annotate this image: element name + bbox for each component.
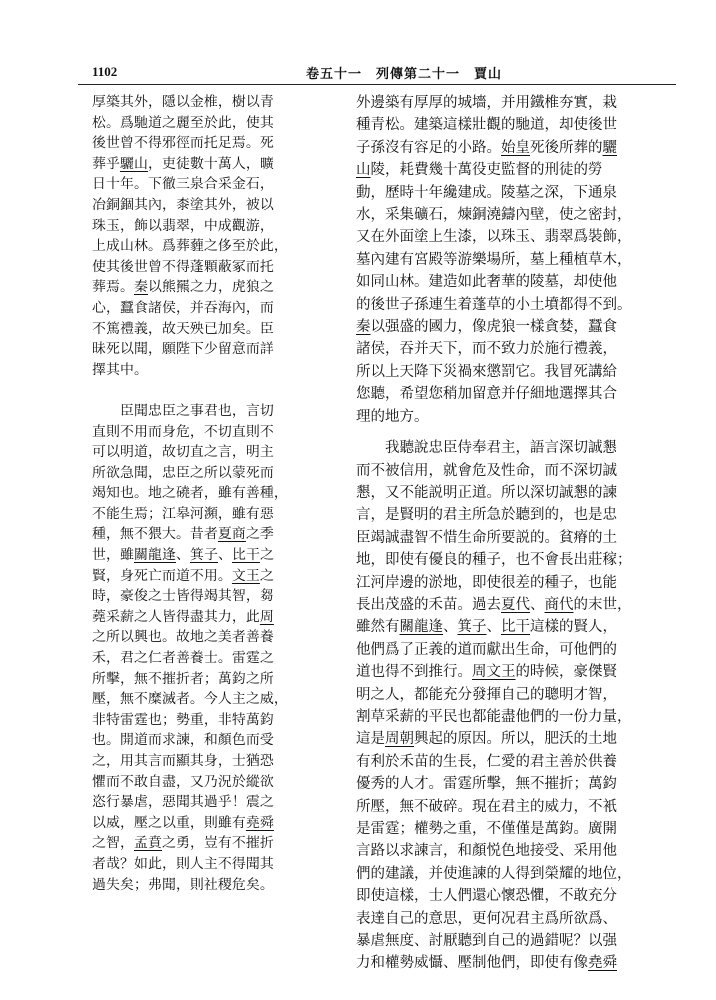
text-line: 也。開道而求諫，和顏色而受 <box>92 732 274 749</box>
text-line: 種青松。建築這樣壯觀的馳道，却使後世 <box>356 117 617 134</box>
text-line: 言，是賢明的君主所急於聽到的，也是忠 <box>356 507 617 524</box>
text-line: 葬焉。秦以熊羆之力，虎狼之 <box>92 279 274 296</box>
text-line: 懇，又不能説明正道。所以深切誠懇的諫 <box>356 484 617 501</box>
paragraph-gap <box>356 428 644 437</box>
proper-name: 始皇 <box>501 139 530 156</box>
text-line: 秦以强盛的國力，像虎狼一樣貪婪，蠶食 <box>356 319 617 336</box>
proper-name: 周 <box>259 608 274 625</box>
text-line: 之智，孟賁之勇，豈有不摧折 <box>92 835 274 852</box>
text-line: 力和權勢威懾、壓制他們，即使有像堯舜 <box>356 955 617 972</box>
proper-name: 驪山 <box>119 155 148 172</box>
text-line: 擇其中。 <box>92 361 148 378</box>
text-line: 暴虐無度、討厭聽到自己的過錯呢？以强 <box>356 933 617 950</box>
text-line: 動，歷時十年纔建成。陵墓之深，下通泉 <box>356 184 617 201</box>
text-line: 不篤禮義，故天殃已加矣。臣 <box>92 320 274 337</box>
text-line: 非特雷霆也；勢重，非特萬鈞 <box>92 711 274 728</box>
text-line: 者哉？如此，則人主不得聞其 <box>92 855 274 872</box>
proper-name: 舜 <box>602 955 617 972</box>
text-line: 以威，壓之以重，則雖有堯舜 <box>92 814 274 831</box>
text-line: 時，豪俊之士皆得竭其智，芻 <box>92 588 274 605</box>
text-line: 山陵，耗費幾十萬役吏監督的刑徒的勞 <box>356 162 603 179</box>
text-line: 墓內建有宮殿等游樂場所，墓上種植草木， <box>356 251 632 268</box>
proper-name: 關龍逢 <box>399 619 443 636</box>
proper-name: 山 <box>356 162 371 179</box>
proper-name: 關龍逢 <box>133 547 176 564</box>
text-line: 所擊，無不摧折者；萬鈞之所 <box>92 670 274 687</box>
text-line: 之，用其言而顯其身，士猶恐 <box>92 753 274 769</box>
proper-name: 文王 <box>231 567 260 584</box>
text-line: 外邊築有厚厚的城墻，并用鐵椎夯實，栽 <box>356 95 617 111</box>
text-line: 珠玉，飾以翡翠，中成觀游， <box>92 217 274 234</box>
text-line <box>92 380 338 401</box>
text-line: 的後世子孫連生着蓬草的小土墳都得不到。 <box>356 296 632 313</box>
text-line: 厚築其外，隱以金椎，樹以青 <box>92 94 274 110</box>
proper-name: 秦 <box>356 319 371 336</box>
text-line: 理的地方。 <box>356 408 429 425</box>
text-line: 雖然有關龍逢、箕子、比干這樣的賢人， <box>356 619 617 636</box>
proper-name: 堯 <box>588 955 603 972</box>
text-line: 所以上天降下災禍來懲罰它。我冒死講給 <box>356 363 617 380</box>
text-line: 禾，君之仁者善養士。雷霆之 <box>92 650 274 667</box>
text-line: 他們爲了正義的道而獻出生命，可他們的 <box>356 641 617 658</box>
proper-name: 箕子 <box>457 619 487 636</box>
translation-column <box>356 92 644 975</box>
text-line: 道也得不到推行。周文王的時候，豪傑賢 <box>356 664 617 681</box>
proper-name: 商 <box>231 526 246 543</box>
text-line: 即使這樣，士人們還心懷恐懼，不敢充分 <box>356 888 617 905</box>
proper-name: 夏代 <box>501 596 530 613</box>
proper-name: 堯 <box>245 814 260 831</box>
text-line: 臣竭誠盡智不惜生命所要説的。貧瘠的土 <box>356 529 617 546</box>
text-line: 昧死以聞，願陛下少留意而詳 <box>92 341 274 358</box>
translation-paragraph-1 <box>356 92 644 428</box>
text-line: 心，蠶食諸侯，并吞海內，而 <box>92 299 274 316</box>
text-line: 使其後世曾不得蓬顆蔽冢而托 <box>92 258 274 275</box>
text-line: 松。爲馳道之麗至於此，使其 <box>92 114 274 131</box>
proper-name: 周文王 <box>472 664 516 681</box>
proper-name: 驪 <box>602 139 617 156</box>
text-line: 們的建議，并使進諫的人得到榮耀的地位， <box>356 865 632 882</box>
text-line: 賢，身死亡而道不用。文王之 <box>92 567 274 584</box>
text-line: 所欲急聞，忠臣之所以蒙死而 <box>92 464 274 481</box>
text-line: 您聽，希望您稍加留意并仔細地選擇其合 <box>356 386 617 403</box>
text-line: 言路以求諫言，和顏悦色地接受、采用他 <box>356 843 617 860</box>
text-line: 割草采薪的平民也都能盡他們的一份力量， <box>356 708 632 725</box>
text-line: 而不被信用，就會危及性命，而不深切誠 <box>356 462 617 479</box>
header-rule <box>78 84 676 85</box>
text-line: 這是周朝興起的原因。所以，肥沃的土地 <box>356 731 617 748</box>
text-line: 後世曾不得邪徑而托足焉。死 <box>92 135 274 152</box>
text-line: 世，雖關龍逢、箕子、比干之 <box>92 547 274 564</box>
text-line: 蕘采薪之人皆得盡其力，此周 <box>92 608 274 625</box>
text-line: 地，即使有優良的種子，也不會長出莊稼； <box>356 552 632 569</box>
text-line: 表達自己的意思，更何况君主爲所欲爲、 <box>356 910 617 927</box>
text-line: 可以明道，故切直之言，明主 <box>92 444 274 461</box>
text-line: 種，無不猥大。昔者夏商之季 <box>92 526 274 543</box>
text-line: 日十年。下徹三泉合采金石， <box>92 176 274 193</box>
text-line: 長出茂盛的禾苗。過去夏代、商代的末世， <box>356 596 632 613</box>
page-header <box>0 0 716 90</box>
text-line: 所壓，無不破碎。現在君主的威力，不衹 <box>356 798 617 815</box>
text-line: 懼而不敢自盡，又乃況於縱欲 <box>92 773 274 790</box>
classical-text-column <box>92 92 338 895</box>
text-line: 是雷霆；權勢之重，不僅僅是萬鈞。廣開 <box>356 821 617 837</box>
text-line: 明之人，都能充分發揮自己的聰明才智， <box>356 686 617 703</box>
text-line: 不能生焉；江皋河瀕，雖有惡 <box>92 505 274 522</box>
proper-name: 孟賁 <box>133 835 162 852</box>
proper-name: 周朝 <box>385 731 414 748</box>
text-line: 葬乎驪山，吏徒數十萬人，曠 <box>92 155 274 172</box>
text-line: 子孫沒有容足的小路。始皇死後所葬的驪 <box>356 139 617 156</box>
proper-name: 夏 <box>217 526 232 543</box>
proper-name: 比干 <box>231 547 260 564</box>
proper-name: 秦 <box>133 279 148 296</box>
text-line: 之所以興也。故地之美者善養 <box>92 629 274 646</box>
text-line: 又在外面塗上生漆，以珠玉、翡翠爲裝飾， <box>356 229 632 246</box>
text-line: 臣聞忠臣之事君也，言切 <box>92 402 274 419</box>
text-line: 直則不用而身危，不切直則不 <box>92 423 274 440</box>
text-line: 有利於禾苗的生長，仁愛的君主善於供養 <box>356 753 617 770</box>
proper-name: 比干 <box>501 619 530 636</box>
text-line: 冶銅錮其內，桼塗其外，被以 <box>92 196 274 213</box>
proper-name: 箕子 <box>189 547 218 564</box>
text-line: 江河岸邊的淤地，即使很差的種子，也能 <box>356 574 617 591</box>
text-line: 我聽說忠臣侍奉君主，語言深切誠懇 <box>356 440 617 457</box>
proper-name: 舜 <box>259 814 274 831</box>
text-line: 過失矣；弗聞，則社稷危矣。 <box>92 876 274 893</box>
text-line: 優秀的人才。雷霆所擊，無不摧折；萬鈞 <box>356 776 617 793</box>
text-line: 恣行暴虐，惡聞其過乎！震之 <box>92 794 274 811</box>
text-line: 水，采集礦石，煉銅澆鑄內壁，使之密封， <box>356 207 632 224</box>
running-head: 卷五十一 列傳第二十一 賈山 <box>306 67 503 82</box>
translation-paragraph-2 <box>356 437 644 975</box>
proper-name: 商代 <box>544 596 574 613</box>
page-number: 1102 <box>92 64 118 79</box>
text-line: 竭知也。地之磽者，雖有善種， <box>92 485 288 502</box>
text-line: 壓，無不糜滅者。今人主之威， <box>92 691 288 708</box>
text-line: 上成山林。爲葬薶之侈至於此， <box>92 238 288 255</box>
text-line: 如同山林。建造如此奢華的陵墓，却使他 <box>356 274 617 291</box>
text-line: 諸侯，吞并天下，而不致力於施行禮義， <box>356 341 617 358</box>
